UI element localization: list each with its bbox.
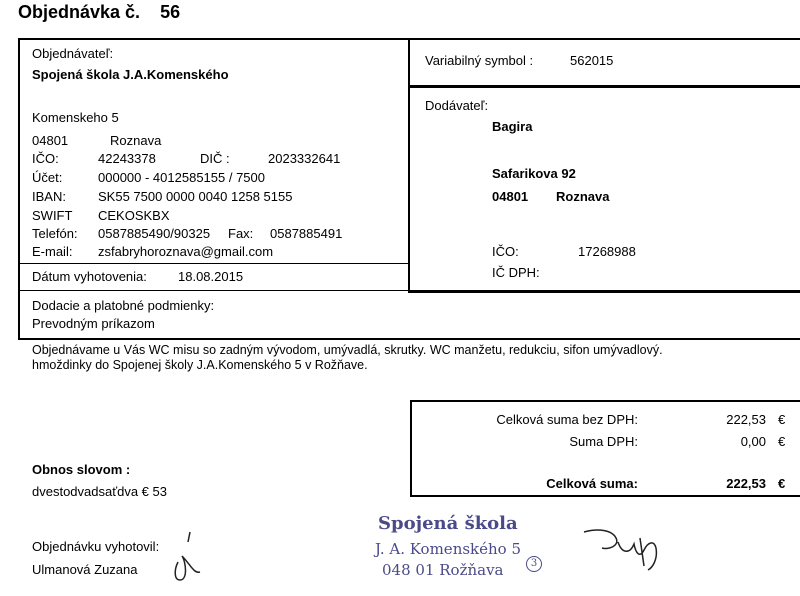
date-value: 18.08.2015 [178,269,244,284]
totals-box-left [410,400,412,497]
currency-3: € [778,476,786,491]
buyer-dic: 2023332641 [268,151,341,166]
frame-supplier-bottom [408,290,800,293]
buyer-fax-label: Fax: [228,226,254,241]
vat-label: Suma DPH: [569,434,638,449]
buyer-ico: 42243378 [98,151,156,166]
buyer-phone: 0587885490/90325 [98,226,211,241]
supplier-zip: 04801 [492,189,529,204]
date-label: Dátum vyhotovenia: [32,269,147,284]
stamp-number-text: 3 [530,558,538,569]
buyer-iban-label: IBAN: [32,189,66,204]
buyer-dic-label: DIČ : [200,151,230,166]
frame-supplier-top [408,85,800,88]
stamp-line2: J. A. Komenského 5 [375,540,522,558]
supplier-name: Bagira [492,119,533,134]
frame-left [18,38,20,340]
supplier-ico: 17268988 [578,244,636,259]
frame-order-top [18,338,800,340]
supplier-label: Dodávateľ: [425,98,489,113]
buyer-swift-label: SWIFT [32,208,73,223]
buyer-account: 000000 - 4012585155 / 7500 [98,170,265,185]
total-without-vat-label: Celková suma bez DPH: [496,412,638,427]
variable-symbol-label: Variabilný symbol : [425,53,534,68]
supplier-ico-label: IČO: [492,244,519,259]
document-title [18,2,180,23]
frame-buyer-divider [408,38,410,290]
buyer-email-label: E-mail: [32,244,73,259]
buyer-street: Komenskeho 5 [32,110,119,125]
stamp-line3: 048 01 Rožňava [382,561,504,579]
order-text-line1: Objednávame u Vás WC misu so zadným vývodom, umývadlá, skrutky. WC manžetu, redukciu, sifon umývadlový. [32,343,663,357]
in-words-label: Obnos slovom : [32,462,131,477]
supplier-icdph-label: IČ DPH: [492,265,540,280]
buyer-account-label: Účet: [32,170,63,185]
order-text-line2: hmoždinky do Spojenej školy J.A.Komenského 5 v Rožňave. [32,358,368,372]
stamp-number [526,556,542,572]
stamp-line1: Spojená škola [378,513,518,534]
buyer-label: Objednávateľ: [32,46,114,61]
total-value: 222,53 [726,476,766,491]
buyer-ico-label: IČO: [32,151,59,166]
variable-symbol-value: 562015 [570,53,614,68]
title-label: Objednávka č. [18,2,141,22]
supplier-street: Safarikova 92 [492,166,576,181]
approver-signature [578,524,674,572]
totals-box-top [410,400,800,402]
supplier-city: Roznava [556,189,610,204]
terms-value: Prevodným príkazom [32,316,155,331]
frame-terms-top [18,290,410,291]
buyer-zip: 04801 [32,133,69,148]
buyer-email: zsfabryhoroznava@gmail.com [98,244,274,259]
issued-by-name: Ulmanová Zuzana [32,562,138,577]
totals-box-bottom [410,495,800,497]
buyer-fax: 0587885491 [270,226,343,241]
buyer-swift: CEKOSKBX [98,208,170,223]
issued-by-label: Objednávku vyhotovil: [32,539,160,554]
total-without-vat-value: 222,53 [726,412,766,427]
total-label: Celková suma: [546,476,638,491]
vat-value: 0,00 [740,434,766,449]
buyer-city: Roznava [110,133,162,148]
buyer-iban: SK55 7500 0000 0040 1258 5155 [98,189,293,204]
issuer-signature [168,528,208,584]
frame-date-top [18,263,410,264]
buyer-phone-label: Telefón: [32,226,78,241]
in-words-value: dvestodvadsaťdva € 53 [32,484,167,499]
currency-1: € [778,412,786,427]
currency-2: € [778,434,786,449]
buyer-name: Spojená škola J.A.Komenského [32,67,229,82]
terms-label: Dodacie a platobné podmienky: [32,298,215,313]
order-number: 56 [160,2,181,22]
